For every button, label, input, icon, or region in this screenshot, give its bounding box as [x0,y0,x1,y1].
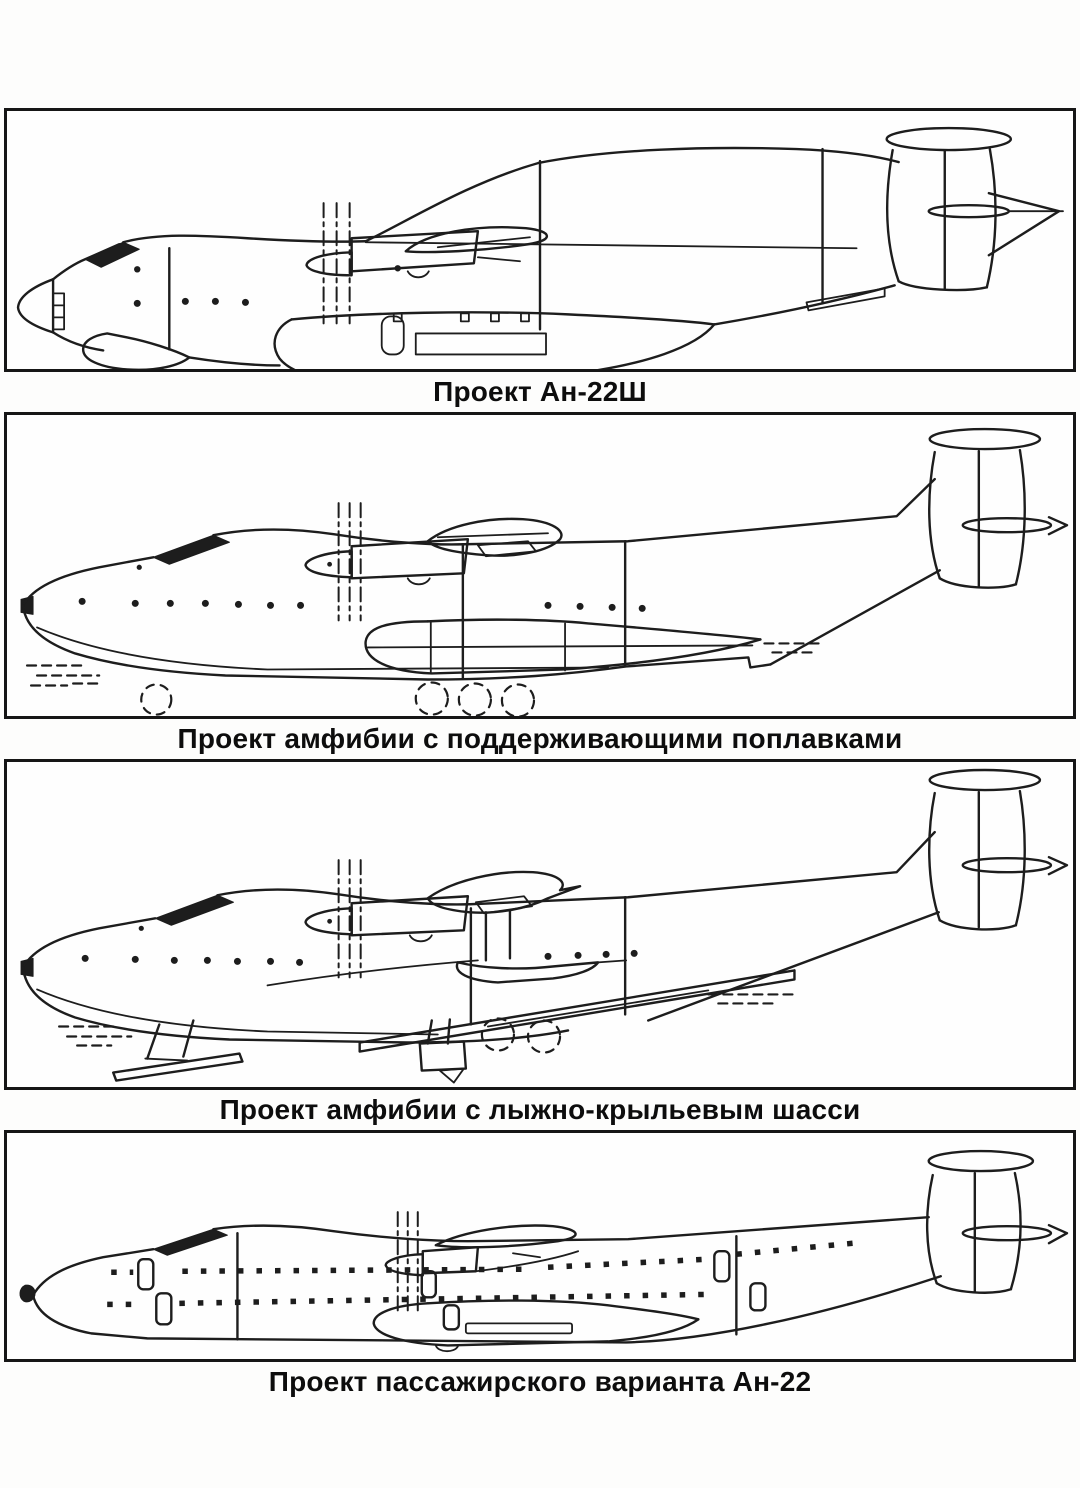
propeller-lines [339,860,361,977]
amphibian-floats-side-view-drawing [7,415,1073,716]
tail-fin [927,1151,1067,1293]
retracted-wheels [141,683,534,716]
fuselage [18,148,899,369]
figure-panel-amphibian-ski [4,759,1076,1130]
figure-caption: Проект амфибии с поддерживающими поплавками [177,723,903,755]
figure-caption: Проект амфибии с лыжно-крыльевым шасси [219,1093,861,1125]
wing-pylon-shoe [457,910,626,982]
tail-fin [929,770,1067,929]
support-float [366,620,761,674]
engine-nacelle [306,872,581,941]
figure-panel-amphibian-floats [4,412,1076,759]
drawing-frame [4,108,1076,372]
propeller-lines [398,1212,418,1315]
drawing-frame [4,1130,1076,1362]
figure-panel-an-22sh [4,108,1076,412]
figure-caption: Проект пассажирского варианта Ан-22 [268,1366,812,1398]
landing-gear-pod [374,1300,699,1351]
drawing-frame [4,759,1076,1090]
figure-caption: Проект Ан-22Ш [433,376,647,408]
an-22sh-side-view-drawing [7,111,1073,369]
figure-panel-passenger [4,1130,1076,1402]
amphibian-ski-side-view-drawing [7,762,1073,1087]
propeller-lines [324,203,350,323]
landing-gear-pod [275,285,895,369]
passenger-an-22-side-view-drawing [7,1133,1073,1359]
tail-fin [887,128,1063,290]
engine-nacelle [307,227,547,277]
propeller-lines [339,504,361,621]
tail-fin [929,430,1067,589]
drawing-frame [4,412,1076,719]
hull-fuselage [21,832,939,1042]
ski-wing-chassis [113,970,794,1082]
hull-fuselage [21,480,940,680]
engine-nacelle [306,519,562,584]
